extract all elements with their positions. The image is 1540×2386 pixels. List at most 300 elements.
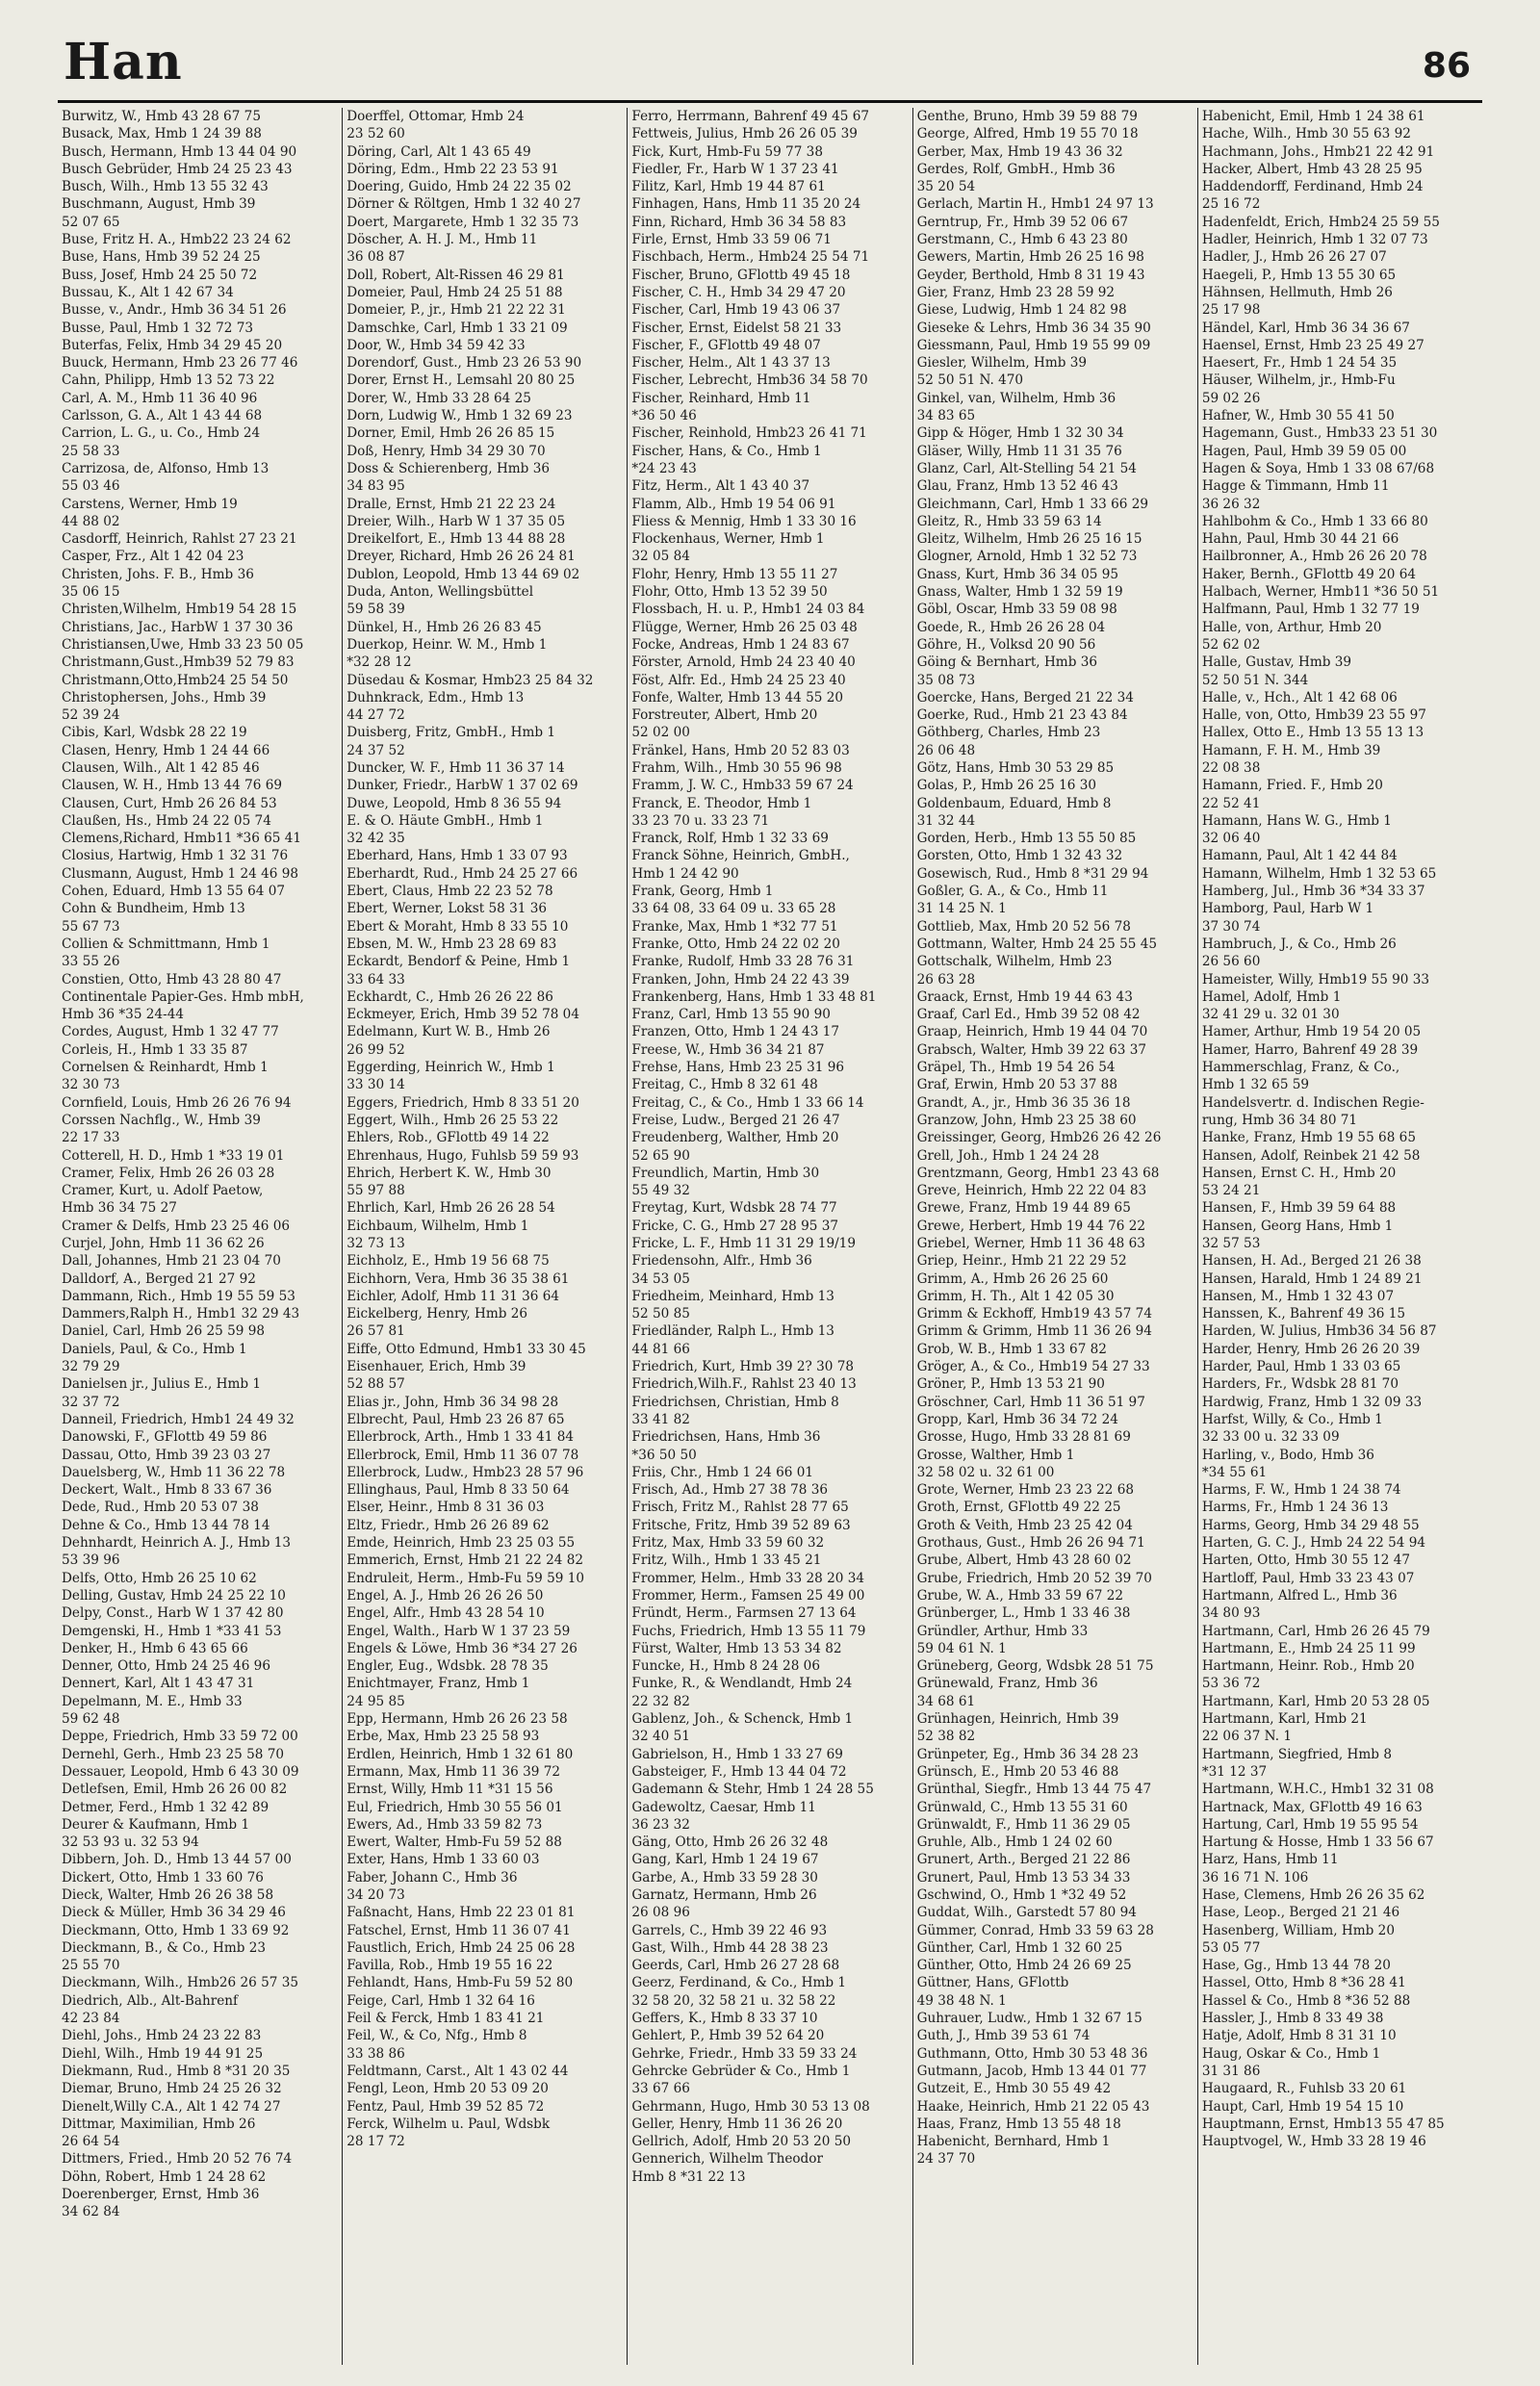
directory-entry: Freytag, Kurt, Wdsbk 28 74 77 — [631, 1200, 837, 1217]
directory-entry: Dorer, W., Hmb 33 28 64 25 — [346, 390, 531, 406]
directory-entry: Ellinghaus, Paul, Hmb 8 33 50 64 — [346, 1482, 570, 1499]
directory-entry: Fürst, Walter, Hmb 13 53 34 82 — [631, 1640, 842, 1656]
directory-entry: Grünhagen, Heinrich, Hmb 39 — [916, 1711, 1119, 1728]
directory-entry: Dienelt,Willy C.A., Alt 1 42 74 27 — [62, 2098, 281, 2115]
directory-entry: Goldenbaum, Eduard, Hmb 8 — [916, 795, 1112, 811]
directory-entry: Harder, Henry, Hmb 26 26 20 39 — [1201, 1341, 1421, 1357]
directory-entry: Hagge & Timmann, Hmb 11 — [1201, 478, 1390, 495]
directory-entry: 22 52 41 — [1201, 795, 1261, 811]
directory-entry: 24 95 85 — [346, 1693, 405, 1709]
directory-entry: Gnass, Walter, Hmb 1 32 59 19 — [916, 584, 1123, 601]
directory-entry: Eickelberg, Henry, Hmb 26 — [346, 1306, 528, 1322]
column-1 — [58, 108, 342, 2365]
directory-entry: Grandt, A., jr., Hmb 36 35 36 18 — [916, 1094, 1131, 1111]
directory-entry: Dralle, Ernst, Hmb 21 22 23 24 — [346, 496, 556, 512]
directory-columns — [58, 108, 1482, 2365]
directory-entry: Dorner, Emil, Hmb 26 26 85 15 — [346, 425, 555, 442]
directory-entry: Dede, Rud., Hmb 20 53 07 38 — [62, 1500, 259, 1516]
directory-entry: 25 55 70 — [62, 1958, 120, 1974]
directory-entry: Casdorff, Heinrich, Rahlst 27 23 21 — [62, 531, 297, 548]
directory-entry: Franke, Rudolf, Hmb 33 28 76 31 — [631, 954, 855, 970]
directory-entry: 32 37 72 — [62, 1394, 120, 1410]
directory-entry: 59 04 61 N. 1 — [916, 1640, 1007, 1656]
directory-entry: *31 12 37 — [1201, 1763, 1268, 1780]
directory-entry: Dieck, Walter, Hmb 26 26 38 58 — [62, 1886, 274, 1903]
directory-entry: 52 39 24 — [62, 707, 120, 724]
directory-entry: Elbrecht, Paul, Hmb 23 26 87 65 — [346, 1411, 565, 1427]
directory-entry: Hmb 1 24 42 90 — [631, 865, 739, 882]
directory-entry: Hamberg, Jul., Hmb 36 *34 33 37 — [1201, 884, 1425, 900]
directory-entry: Daniels, Paul, & Co., Hmb 1 — [62, 1341, 247, 1357]
directory-entry: 53 24 21 — [1201, 1183, 1261, 1199]
directory-entry: Fischer, C. H., Hmb 34 29 47 20 — [631, 284, 846, 300]
directory-entry: Hardwig, Franz, Hmb 1 32 09 33 — [1201, 1394, 1423, 1410]
directory-entry: Fricke, C. G., Hmb 27 28 95 37 — [631, 1218, 839, 1234]
directory-entry: Hamer, Harro, Bahrenf 49 28 39 — [1201, 1041, 1419, 1058]
directory-entry: Cramer & Delfs, Hmb 23 25 46 06 — [62, 1218, 291, 1234]
directory-entry: Gründler, Arthur, Hmb 33 — [916, 1623, 1089, 1639]
directory-entry: Hase, Leop., Berged 21 21 46 — [1201, 1905, 1400, 1921]
directory-entry: Ebert, Claus, Hmb 22 23 52 78 — [346, 884, 553, 900]
directory-entry: Fränkel, Hans, Hmb 20 52 83 03 — [631, 742, 850, 758]
directory-entry: 32 40 51 — [631, 1729, 690, 1745]
directory-entry: 33 41 82 — [631, 1411, 690, 1427]
directory-entry: Focke, Andreas, Hmb 1 24 83 67 — [631, 636, 850, 653]
directory-entry: Ginkel, van, Wilhelm, Hmb 36 — [916, 390, 1116, 406]
directory-entry: Gadewoltz, Caesar, Hmb 11 — [631, 1799, 816, 1815]
directory-entry: Greissinger, Georg, Hmb26 26 42 26 — [916, 1130, 1162, 1146]
directory-entry: 53 36 72 — [1201, 1676, 1261, 1692]
directory-entry: Busch Gebrüder, Hmb 24 25 23 43 — [62, 161, 293, 177]
directory-entry: Grünthal, Siegfr., Hmb 13 44 75 47 — [916, 1782, 1152, 1798]
directory-entry: Dauelsberg, W., Hmb 11 36 22 78 — [62, 1464, 286, 1480]
directory-entry: Feldtmann, Carst., Alt 1 43 02 44 — [346, 2063, 569, 2079]
directory-entry: 55 03 46 — [62, 478, 120, 495]
directory-entry: 53 05 77 — [1201, 1939, 1261, 1956]
directory-entry: Geller, Henry, Hmb 11 36 26 20 — [631, 2116, 843, 2132]
directory-entry: Gottlieb, Max, Hmb 20 52 56 78 — [916, 918, 1131, 935]
directory-entry: Gräpel, Th., Hmb 19 54 26 54 — [916, 1060, 1116, 1076]
directory-entry: Grüneberg, Georg, Wdsbk 28 51 75 — [916, 1658, 1154, 1675]
directory-entry: Funke, R., & Wendlandt, Hmb 24 — [631, 1676, 853, 1692]
directory-entry: Haugaard, R., Fuhlsb 33 20 61 — [1201, 2081, 1407, 2097]
directory-entry: Fischer, Ernst, Eidelst 58 21 33 — [631, 320, 842, 336]
directory-entry: Guddat, Wilh., Garstedt 57 80 94 — [916, 1905, 1137, 1921]
directory-entry: Ehrlich, Karl, Hmb 26 26 28 54 — [346, 1200, 555, 1217]
directory-entry: Busack, Max, Hmb 1 24 39 88 — [62, 126, 262, 142]
directory-entry: Door, W., Hmb 34 59 42 33 — [346, 337, 526, 353]
directory-entry: Hailbronner, A., Hmb 26 26 20 78 — [1201, 549, 1427, 565]
directory-entry: Garrels, C., Hmb 39 22 46 93 — [631, 1922, 828, 1938]
directory-entry: Endruleit, Herm., Hmb-Fu 59 59 10 — [346, 1570, 585, 1586]
directory-entry: Hahn, Paul, Hmb 30 44 21 66 — [1201, 531, 1399, 548]
directory-entry: Domeier, P., jr., Hmb 21 22 22 31 — [346, 302, 566, 319]
directory-entry: Ernst, Willy, Hmb 11 *31 15 56 — [346, 1782, 553, 1798]
directory-entry: Franck, E. Theodor, Hmb 1 — [631, 795, 812, 811]
directory-entry: Dessauer, Leopold, Hmb 6 43 30 09 — [62, 1763, 299, 1780]
directory-entry: Grünsch, E., Hmb 20 53 46 88 — [916, 1763, 1119, 1780]
directory-entry: 31 14 25 N. 1 — [916, 901, 1007, 917]
directory-entry: Fischer, Hans, & Co., Hmb 1 — [631, 443, 822, 459]
directory-entry: 34 68 61 — [916, 1693, 976, 1709]
directory-entry: Frehse, Hans, Hmb 23 25 31 96 — [631, 1060, 845, 1076]
directory-entry: Hagen & Soya, Hmb 1 33 08 67/68 — [1201, 460, 1435, 476]
directory-entry: Ebert & Moraht, Hmb 8 33 55 10 — [346, 918, 569, 935]
directory-entry: Goede, R., Hmb 26 26 28 04 — [916, 619, 1106, 635]
directory-entry: Hatje, Adolf, Hmb 8 31 31 10 — [1201, 2028, 1397, 2044]
directory-entry: Carrizosa, de, Alfonso, Hmb 13 — [62, 460, 270, 476]
directory-entry: 35 08 73 — [916, 672, 976, 688]
directory-entry: Gehrmann, Hugo, Hmb 30 53 13 08 — [631, 2098, 870, 2115]
directory-entry: 22 06 37 N. 1 — [1201, 1729, 1292, 1745]
directory-entry: Hartmann, Heinr. Rob., Hmb 20 — [1201, 1658, 1415, 1675]
directory-entry: Fettweis, Julius, Hmb 26 26 05 39 — [631, 126, 858, 142]
directory-entry: Doering, Guido, Hmb 24 22 35 02 — [346, 179, 572, 195]
directory-entry: Guthmann, Otto, Hmb 30 53 48 36 — [916, 2045, 1148, 2062]
directory-entry: 34 62 84 — [62, 2204, 120, 2220]
directory-entry: Grünwaldt, F., Hmb 11 36 29 05 — [916, 1816, 1131, 1833]
directory-entry: Fischer, Helm., Alt 1 43 37 13 — [631, 355, 831, 372]
directory-entry: Eichbaum, Wilhelm, Hmb 1 — [346, 1218, 529, 1234]
directory-entry: Hassler, J., Hmb 8 33 49 38 — [1201, 2011, 1384, 2027]
directory-entry: Grimm & Eckhoff, Hmb19 43 57 74 — [916, 1306, 1152, 1322]
directory-entry: Hassel & Co., Hmb 8 *36 52 88 — [1201, 1992, 1411, 2009]
directory-entry: Fehlandt, Hans, Hmb-Fu 59 52 80 — [346, 1975, 574, 1991]
directory-entry: Hansen, M., Hmb 1 32 43 07 — [1201, 1288, 1395, 1304]
directory-entry: Hartmann, Carl, Hmb 26 26 45 79 — [1201, 1623, 1430, 1639]
directory-entry: Götz, Hans, Hmb 30 53 29 85 — [916, 759, 1115, 776]
directory-entry: Duhnkrack, Edm., Hmb 13 — [346, 689, 525, 706]
directory-entry: Haug, Oskar & Co., Hmb 1 — [1201, 2045, 1381, 2062]
directory-entry: 37 30 74 — [1201, 918, 1261, 935]
directory-entry: Gröner, P., Hmb 13 53 21 90 — [916, 1376, 1105, 1393]
directory-entry: Hauptvogel, W., Hmb 33 28 19 46 — [1201, 2134, 1426, 2150]
directory-entry: Glau, Franz, Hmb 13 52 46 43 — [916, 478, 1118, 495]
directory-entry: Grünpeter, Eg., Hmb 36 34 28 23 — [916, 1746, 1139, 1762]
directory-entry: 26 99 52 — [346, 1041, 405, 1058]
directory-entry: Gablenz, Joh., & Schenck, Hmb 1 — [631, 1711, 854, 1728]
section-heading: Han — [64, 33, 183, 91]
directory-entry: Eul, Friedrich, Hmb 30 55 56 01 — [346, 1799, 563, 1815]
directory-entry: Gennerich, Wilhelm Theodor — [631, 2151, 823, 2168]
directory-entry: Gast, Wilh., Hmb 44 28 38 23 — [631, 1939, 829, 1956]
directory-entry: Glogner, Arnold, Hmb 1 32 52 73 — [916, 549, 1138, 565]
directory-entry: Cahn, Philipp, Hmb 13 52 73 22 — [62, 372, 275, 389]
directory-entry: *24 23 43 — [631, 460, 697, 476]
directory-entry: Corleis, H., Hmb 1 33 35 87 — [62, 1041, 248, 1058]
directory-entry: 42 23 84 — [62, 2011, 120, 2027]
directory-entry: Friedrich,Wilh.F., Rahlst 23 40 13 — [631, 1376, 857, 1393]
directory-entry: Freudenberg, Walther, Hmb 20 — [631, 1130, 839, 1146]
directory-entry: Gümmer, Conrad, Hmb 33 59 63 28 — [916, 1922, 1154, 1938]
directory-entry: Duerkop, Heinr. W. M., Hmb 1 — [346, 636, 548, 653]
directory-entry: Haas, Franz, Hmb 13 55 48 18 — [916, 2116, 1121, 2132]
directory-entry: Grunert, Arth., Berged 21 22 86 — [916, 1852, 1131, 1868]
directory-entry: Hase, Gg., Hmb 13 44 78 20 — [1201, 1958, 1391, 1974]
directory-entry: Hartmann, E., Hmb 24 25 11 99 — [1201, 1640, 1416, 1656]
directory-entry: Freise, Ludw., Berged 21 26 47 — [631, 1112, 840, 1128]
directory-entry: 59 62 48 — [62, 1711, 120, 1728]
directory-entry: 25 58 33 — [62, 443, 120, 459]
directory-entry: Detlefsen, Emil, Hmb 26 26 00 82 — [62, 1782, 288, 1798]
column-5 — [1197, 108, 1482, 2365]
directory-entry: Flossbach, H. u. P., Hmb1 24 03 84 — [631, 602, 865, 618]
directory-entry: Elias jr., John, Hmb 36 34 98 28 — [346, 1394, 559, 1410]
directory-entry: Grewe, Herbert, Hmb 19 44 76 22 — [916, 1218, 1146, 1234]
directory-entry: Gutmann, Jacob, Hmb 13 44 01 77 — [916, 2063, 1147, 2079]
directory-entry: Clasen, Henry, Hmb 1 24 44 66 — [62, 742, 270, 758]
directory-entry: 26 56 60 — [1201, 954, 1261, 970]
directory-entry: 52 07 65 — [62, 214, 120, 230]
directory-entry: Dickert, Otto, Hmb 1 33 60 76 — [62, 1869, 264, 1886]
directory-entry: Graaf, Carl Ed., Hmb 39 52 08 42 — [916, 1007, 1141, 1023]
directory-entry: Döring, Carl, Alt 1 43 65 49 — [346, 143, 531, 160]
directory-entry: Haesert, Fr., Hmb 1 24 54 35 — [1201, 355, 1398, 372]
directory-entry: Ferro, Herrmann, Bahrenf 49 45 67 — [631, 109, 870, 124]
directory-entry: Dittmers, Fried., Hmb 20 52 76 74 — [62, 2151, 293, 2168]
directory-entry: Graack, Ernst, Hmb 19 44 63 43 — [916, 988, 1133, 1005]
directory-entry: Constien, Otto, Hmb 43 28 80 47 — [62, 971, 282, 988]
directory-entry: Hahlbohm & Co., Hmb 1 33 66 80 — [1201, 513, 1428, 529]
directory-entry: Friis, Chr., Hmb 1 24 66 01 — [631, 1464, 814, 1480]
directory-entry: Dernehl, Gerh., Hmb 23 25 58 70 — [62, 1746, 285, 1762]
directory-entry: 23 52 60 — [346, 126, 405, 142]
directory-entry: Dall, Johannes, Hmb 21 23 04 70 — [62, 1253, 281, 1270]
directory-entry: Diedrich, Alb., Alt-Bahrenf — [62, 1992, 239, 2009]
directory-entry: Günther, Otto, Hmb 24 26 69 25 — [916, 1958, 1132, 1974]
directory-entry: Hamann, F. H. M., Hmb 39 — [1201, 742, 1381, 758]
directory-entry: Friedrichsen, Hans, Hmb 36 — [631, 1429, 821, 1446]
directory-entry: Dittmar, Maximilian, Hmb 26 — [62, 2116, 256, 2132]
directory-entry: 32 73 13 — [346, 1236, 405, 1251]
directory-entry: 26 63 28 — [916, 971, 976, 988]
directory-entry: Gehrcke Gebrüder & Co., Hmb 1 — [631, 2063, 851, 2079]
directory-entry: Delpy, Const., Harb W 1 37 42 80 — [62, 1605, 284, 1622]
directory-entry: Dunker, Friedr., HarbW 1 37 02 69 — [346, 778, 578, 794]
directory-entry: Hadler, J., Hmb 26 26 27 07 — [1201, 249, 1387, 266]
directory-entry: Eggers, Friedrich, Hmb 8 33 51 20 — [346, 1094, 579, 1111]
directory-entry: Clusmann, August, Hmb 1 24 46 98 — [62, 865, 299, 882]
directory-entry: Duisberg, Fritz, GmbH., Hmb 1 — [346, 725, 555, 741]
directory-entry: Emmerich, Ernst, Hmb 21 22 24 82 — [346, 1552, 583, 1569]
directory-entry: Fonfe, Walter, Hmb 13 44 55 20 — [631, 689, 844, 706]
directory-entry: Grosse, Hugo, Hmb 33 28 81 69 — [916, 1429, 1131, 1446]
directory-entry: Haker, Bernh., GFlottb 49 20 64 — [1201, 566, 1417, 582]
directory-entry: Hartmann, Karl, Hmb 21 — [1201, 1711, 1368, 1728]
directory-entry: Göthberg, Charles, Hmb 23 — [916, 725, 1101, 741]
directory-entry: Daniel, Carl, Hmb 26 25 59 98 — [62, 1323, 266, 1340]
directory-entry: Hansen, H. Ad., Berged 21 26 38 — [1201, 1253, 1422, 1270]
directory-entry: Clausen, Curt, Hmb 26 26 84 53 — [62, 795, 277, 811]
directory-entry: Harders, Fr., Wdsbk 28 81 70 — [1201, 1376, 1399, 1393]
directory-entry: 34 53 05 — [631, 1270, 690, 1287]
directory-entry: Duda, Anton, Wellingsbüttel — [346, 584, 534, 601]
directory-entry: Friedrichsen, Christian, Hmb 8 — [631, 1394, 839, 1410]
directory-entry: Flohr, Otto, Hmb 13 52 39 50 — [631, 584, 828, 601]
directory-entry: Ehrich, Herbert K. W., Hmb 30 — [346, 1165, 552, 1181]
directory-entry: Frisch, Ad., Hmb 27 38 78 36 — [631, 1482, 829, 1499]
directory-entry: Faustlich, Erich, Hmb 24 25 06 28 — [346, 1939, 576, 1956]
directory-entry: Ellerbrock, Arth., Hmb 1 33 41 84 — [346, 1429, 575, 1446]
directory-entry: 33 67 66 — [631, 2081, 690, 2097]
directory-entry: Edelmann, Kurt W. B., Hmb 26 — [346, 1024, 551, 1040]
directory-entry: Glanz, Carl, Alt-Stelling 54 21 54 — [916, 460, 1137, 476]
directory-entry: Fritz, Max, Hmb 33 59 60 32 — [631, 1535, 825, 1552]
directory-entry: Duncker, W. F., Hmb 11 36 37 14 — [346, 759, 565, 776]
directory-entry: Epp, Hermann, Hmb 26 26 23 58 — [346, 1711, 568, 1728]
page-number: 86 — [1422, 46, 1471, 86]
directory-entry: Finhagen, Hans, Hmb 11 35 20 24 — [631, 196, 861, 213]
directory-entry: 55 49 32 — [631, 1183, 690, 1199]
directory-entry: Hassel, Otto, Hmb 8 *36 28 41 — [1201, 1975, 1406, 1991]
directory-entry: 59 02 26 — [1201, 390, 1261, 406]
directory-entry: Christmann,Gust.,Hmb39 52 79 83 — [62, 654, 295, 671]
directory-entry: Hacker, Albert, Hmb 43 28 25 95 — [1201, 161, 1423, 177]
directory-entry: Denker, H., Hmb 6 43 65 66 — [62, 1640, 248, 1656]
directory-entry: Claußen, Hs., Hmb 24 22 05 74 — [62, 812, 271, 829]
directory-entry: Günther, Carl, Hmb 1 32 60 25 — [916, 1939, 1123, 1956]
directory-entry: Ewert, Walter, Hmb-Fu 59 52 88 — [346, 1834, 562, 1851]
directory-entry: Gosewisch, Rud., Hmb 8 *31 29 94 — [916, 865, 1149, 882]
directory-entry: Fritsche, Fritz, Hmb 39 52 89 63 — [631, 1517, 851, 1533]
directory-entry: 59 58 39 — [346, 602, 405, 618]
directory-entry: 36 23 32 — [631, 1816, 690, 1833]
directory-entry: 36 08 87 — [346, 249, 405, 266]
directory-entry: Corssen Nachflg., W., Hmb 39 — [62, 1112, 261, 1128]
directory-entry: Gieseke & Lehrs, Hmb 36 34 35 90 — [916, 320, 1151, 336]
directory-entry: Cohn & Bundheim, Hmb 13 — [62, 901, 245, 917]
directory-entry: Cramer, Kurt, u. Adolf Paetow, — [62, 1183, 264, 1199]
directory-entry: Grob, W. B., Hmb 1 33 67 82 — [916, 1341, 1107, 1357]
directory-entry: Eiffe, Otto Edmund, Hmb1 33 30 45 — [346, 1341, 586, 1357]
directory-entry: Fricke, L. F., Hmb 11 31 29 19/19 — [631, 1236, 856, 1251]
directory-entry: Griebel, Werner, Hmb 11 36 48 63 — [916, 1236, 1145, 1251]
directory-entry: 33 30 14 — [346, 1077, 405, 1093]
directory-entry: Harfst, Willy, & Co., Hmb 1 — [1201, 1411, 1383, 1427]
directory-entry: Doert, Margarete, Hmb 1 32 35 73 — [346, 214, 579, 230]
directory-entry: Hase, Clemens, Hmb 26 26 35 62 — [1201, 1886, 1425, 1903]
directory-entry: Güttner, Hans, GFlottb — [916, 1975, 1069, 1991]
directory-entry: Ebsen, M. W., Hmb 23 28 69 83 — [346, 936, 557, 952]
directory-entry: 55 97 88 — [346, 1183, 405, 1199]
directory-entry: 32 79 29 — [62, 1359, 120, 1375]
directory-entry: Fengl, Leon, Hmb 20 53 09 20 — [346, 2081, 549, 2097]
directory-entry: Dörner & Röltgen, Hmb 1 32 40 27 — [346, 196, 581, 213]
directory-entry: Gier, Franz, Hmb 23 28 59 92 — [916, 284, 1116, 300]
directory-entry: 26 64 54 — [62, 2134, 120, 2150]
directory-entry: George, Alfred, Hmb 19 55 70 18 — [916, 126, 1139, 142]
directory-entry: Friedensohn, Alfr., Hmb 36 — [631, 1253, 812, 1270]
directory-entry: Guhrauer, Ludw., Hmb 1 32 67 15 — [916, 2011, 1142, 2027]
directory-entry: Dennert, Karl, Alt 1 43 47 31 — [62, 1676, 255, 1692]
directory-entry: Engel, A. J., Hmb 26 26 26 50 — [346, 1587, 544, 1603]
directory-entry: 33 64 33 — [346, 971, 405, 988]
directory-entry: Busse, v., Andr., Hmb 36 34 51 26 — [62, 302, 287, 319]
directory-entry: Hammerschlag, Franz, & Co., — [1201, 1060, 1400, 1076]
directory-entry: 36 26 32 — [1201, 496, 1261, 512]
directory-entry: Delfs, Otto, Hmb 26 25 10 62 — [62, 1570, 257, 1586]
directory-entry: 28 17 72 — [346, 2134, 405, 2150]
directory-entry: Hartung & Hosse, Hmb 1 33 56 67 — [1201, 1834, 1434, 1851]
directory-entry: Genthe, Bruno, Hmb 39 59 88 79 — [916, 109, 1138, 124]
directory-entry: Eltz, Friedr., Hmb 26 26 89 62 — [346, 1517, 550, 1533]
directory-entry: Christophersen, Johs., Hmb 39 — [62, 689, 267, 706]
directory-entry: Göing & Bernhart, Hmb 36 — [916, 654, 1098, 671]
directory-entry: Düsedau & Kosmar, Hmb23 25 84 32 — [346, 672, 594, 688]
directory-entry: Busch, Hermann, Hmb 13 44 04 90 — [62, 143, 297, 160]
directory-entry: Hachmann, Johs., Hmb21 22 42 91 — [1201, 143, 1435, 160]
directory-entry: Franke, Max, Hmb 1 *32 77 51 — [631, 918, 838, 935]
directory-entry: Goercke, Hans, Berged 21 22 34 — [916, 689, 1134, 706]
directory-entry: Hamann, Fried. F., Hmb 20 — [1201, 778, 1383, 794]
directory-entry: Gleichmann, Carl, Hmb 1 33 66 29 — [916, 496, 1148, 512]
directory-entry: Halle, von, Otto, Hmb39 23 55 97 — [1201, 707, 1426, 724]
directory-entry: Eckhardt, C., Hmb 26 26 22 86 — [346, 988, 553, 1005]
directory-entry: Hansen, F., Hmb 39 59 64 88 — [1201, 1200, 1397, 1217]
directory-entry: Casper, Frz., Alt 1 42 04 23 — [62, 549, 244, 565]
directory-entry: Hartmann, Alfred L., Hmb 36 — [1201, 1587, 1398, 1603]
directory-entry: Christen,Wilhelm, Hmb19 54 28 15 — [62, 602, 297, 618]
directory-entry: Groth, Ernst, GFlottb 49 22 25 — [916, 1500, 1121, 1516]
directory-entry: Domeier, Paul, Hmb 24 25 51 88 — [346, 284, 563, 300]
directory-entry: Halle, v., Hch., Alt 1 42 68 06 — [1201, 689, 1398, 706]
directory-entry: Frank, Georg, Hmb 1 — [631, 884, 774, 900]
directory-entry: Haupt, Carl, Hmb 19 54 15 10 — [1201, 2098, 1404, 2115]
directory-entry: Harms, F. W., Hmb 1 24 38 74 — [1201, 1482, 1401, 1499]
directory-entry: Faber, Johann C., Hmb 36 — [346, 1869, 518, 1886]
directory-entry: Buschmann, August, Hmb 39 — [62, 196, 256, 213]
directory-entry: Eichler, Adolf, Hmb 11 31 36 64 — [346, 1288, 560, 1304]
directory-entry: Eberhard, Hans, Hmb 1 33 07 93 — [346, 848, 568, 864]
directory-entry: Deurer & Kaufmann, Hmb 1 — [62, 1816, 250, 1833]
directory-entry: Hamann, Hans W. G., Hmb 1 — [1201, 812, 1392, 829]
directory-entry: Clausen, W. H., Hmb 13 44 76 69 — [62, 778, 283, 794]
directory-entry: Franke, Otto, Hmb 24 22 02 20 — [631, 936, 840, 952]
directory-entry: Ferck, Wilhelm u. Paul, Wdsbk — [346, 2116, 551, 2132]
directory-entry: 33 38 86 — [346, 2045, 405, 2062]
directory-entry: Gipp & Höger, Hmb 1 32 30 34 — [916, 425, 1124, 442]
directory-entry: Dieckmann, B., & Co., Hmb 23 — [62, 1939, 267, 1956]
directory-entry: Grünwald, C., Hmb 13 55 31 60 — [916, 1799, 1128, 1815]
directory-entry: Halle, von, Arthur, Hmb 20 — [1201, 619, 1382, 635]
directory-entry: Elser, Heinr., Hmb 8 31 36 03 — [346, 1500, 545, 1516]
column-2 — [342, 108, 627, 2365]
directory-entry: Grunert, Paul, Hmb 13 53 34 33 — [916, 1869, 1131, 1886]
directory-entry: Doerffel, Ottomar, Hmb 24 — [346, 109, 525, 124]
directory-entry: Eichhorn, Vera, Hmb 36 35 38 61 — [346, 1270, 570, 1287]
directory-entry: Fründt, Herm., Farmsen 27 13 64 — [631, 1605, 857, 1622]
directory-entry: Gleitz, Wilhelm, Hmb 26 25 16 15 — [916, 531, 1142, 548]
directory-entry: Geffers, K., Hmb 8 33 37 10 — [631, 2011, 818, 2027]
directory-entry: Doerenberger, Ernst, Hmb 36 — [62, 2187, 260, 2203]
directory-entry: Freitag, C., Hmb 8 32 61 48 — [631, 1077, 818, 1093]
directory-entry: Buss, Josef, Hmb 24 25 50 72 — [62, 267, 258, 283]
directory-entry: 35 20 54 — [916, 179, 976, 195]
directory-entry: Hansen, Ernst C. H., Hmb 20 — [1201, 1165, 1397, 1181]
directory-entry: Ewers, Ad., Hmb 33 59 82 73 — [346, 1816, 543, 1833]
directory-entry: Carl, A. M., Hmb 11 36 40 96 — [62, 390, 258, 406]
directory-entry: Burwitz, W., Hmb 43 28 67 75 — [62, 109, 261, 124]
directory-entry: Giese, Ludwig, Hmb 1 24 82 98 — [916, 302, 1127, 319]
directory-entry: 26 08 96 — [631, 1905, 690, 1921]
directory-entry: Exter, Hans, Hmb 1 33 60 03 — [346, 1852, 540, 1868]
directory-entry: Dassau, Otto, Hmb 39 23 03 27 — [62, 1447, 271, 1463]
directory-entry: Dehne & Co., Hmb 13 44 78 14 — [62, 1517, 270, 1533]
directory-entry: 25 17 98 — [1201, 302, 1261, 319]
directory-entry: Harling, v., Bodo, Hmb 36 — [1201, 1447, 1374, 1463]
directory-entry: Döring, Edm., Hmb 22 23 53 91 — [346, 161, 559, 177]
directory-entry: Ehlers, Rob., GFlottb 49 14 22 — [346, 1130, 550, 1146]
